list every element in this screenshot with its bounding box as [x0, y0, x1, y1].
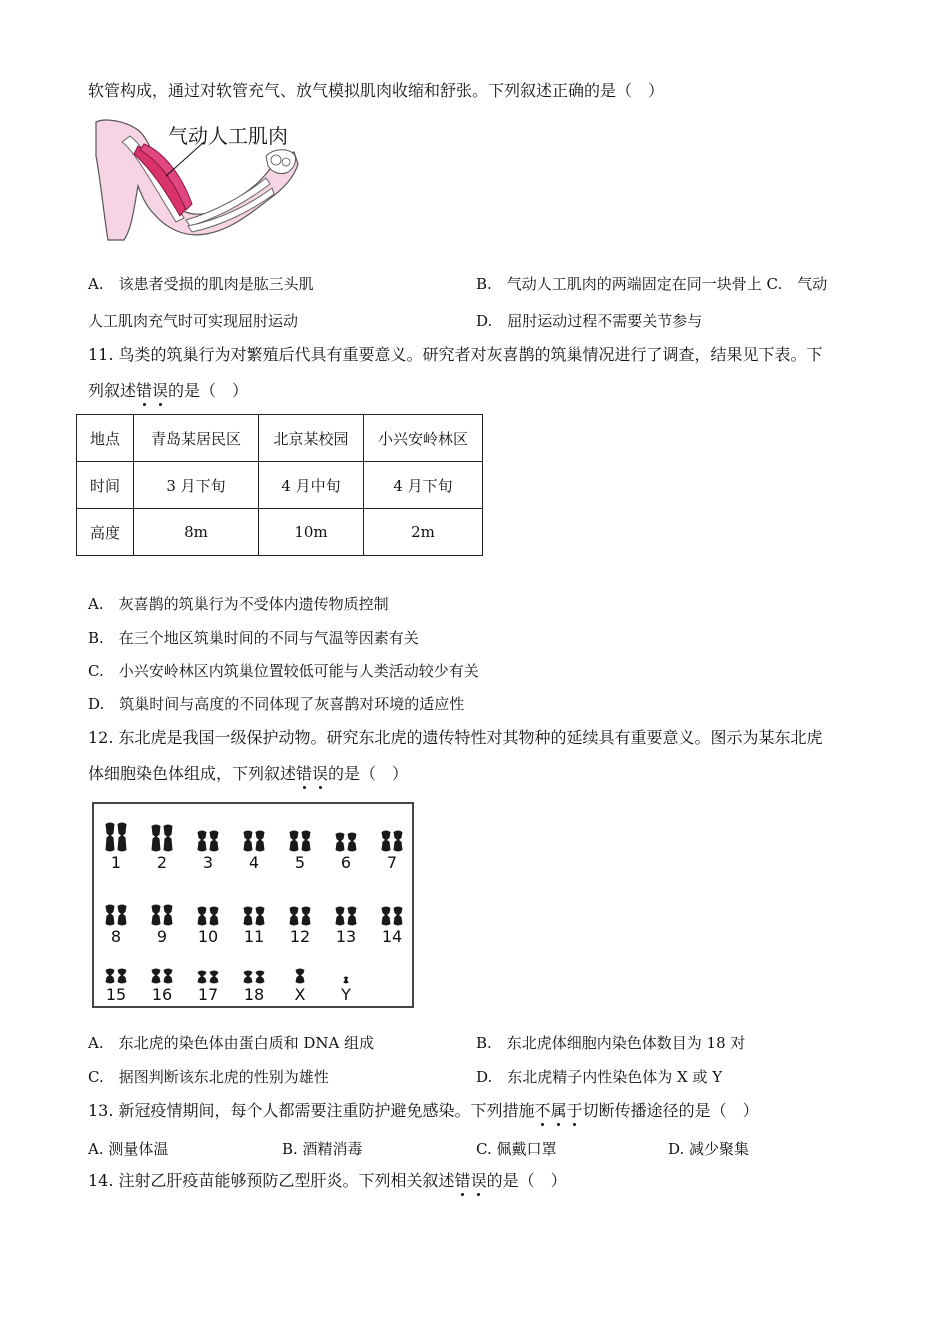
q10-option-d[interactable]: D. 屈肘运动过程不需要关节参与	[476, 312, 703, 330]
chromosome-label: 3	[202, 853, 214, 872]
q11-stem-line2	[88, 380, 248, 402]
chromosome-16	[142, 954, 182, 1004]
karyotype-figure	[92, 802, 414, 1008]
chromosome-pair-shape	[147, 822, 177, 852]
q13-option-d[interactable]: D. 减少聚集	[668, 1140, 750, 1158]
chromosome-13	[326, 896, 366, 946]
emphasis-char: 于	[566, 1101, 583, 1120]
chromosome-pair-shape	[193, 822, 223, 852]
chromosome-5	[280, 822, 320, 872]
q12-option-d[interactable]: D. 东北虎精子内性染色体为 X 或 Y	[476, 1068, 723, 1086]
chromosome-label: Y	[341, 985, 351, 1004]
chromosome-label: 7	[386, 853, 398, 872]
question-10-stem-tail: 软管构成，通过对软管充气、放气模拟肌肉收缩和舒张。下列叙述正确的是（ ）	[88, 81, 665, 100]
chromosome-pair-shape	[193, 954, 223, 984]
chromosome-label: 11	[243, 927, 265, 946]
emphasis-char: 错	[136, 381, 153, 400]
table-row	[77, 462, 483, 509]
chromosome-1	[96, 822, 136, 872]
q10-option-a[interactable]: A. 该患者受损的肌肉是肱三头肌	[88, 275, 314, 293]
table-cell: 北京某校园	[259, 415, 364, 462]
chromosome-6	[326, 822, 366, 872]
q10-option-b[interactable]: B. 气动人工肌肉的两端固定在同一块骨上 C. 气动	[476, 275, 828, 293]
q12-stem-text: 体细胞染色体组成，下列叙述	[88, 764, 297, 783]
chromosome-pair-shape	[285, 896, 315, 926]
q12-stem-text: 的是（ ）	[328, 764, 409, 783]
table-row	[77, 509, 483, 556]
q10-option-c[interactable]: 人工肌肉充气时可实现屈肘运动	[88, 312, 299, 330]
chromosome-label: 8	[110, 927, 122, 946]
table-cell: 地点	[77, 415, 134, 462]
q12-option-a[interactable]: A. 东北虎的染色体由蛋白质和 DNA 组成	[88, 1034, 375, 1052]
table-cell: 2m	[364, 509, 483, 556]
emphasis-char: 误	[312, 764, 329, 783]
chromosome-label: 4	[248, 853, 260, 872]
table-row	[77, 415, 483, 462]
q12-stem-line1: 12. 东北虎是我国一级保护动物。研究东北虎的遗传特性对其物种的延续具有重要意义。图示为某东北虎	[88, 728, 823, 747]
chromosome-pair-shape	[331, 896, 361, 926]
emphasis-char: 误	[470, 1171, 487, 1190]
chromosome-pair-shape	[285, 954, 315, 984]
q11-stem-line1: 11. 鸟类的筑巢行为对繁殖后代具有重要意义。研究者对灰喜鹊的筑巢情况进行了调查，结果见下表。下	[88, 345, 823, 364]
emphasis-char: 误	[152, 381, 169, 400]
chromosome-pair-shape	[377, 822, 407, 852]
q13-option-b[interactable]: B. 酒精消毒	[282, 1140, 363, 1158]
chromosome-label: 6	[340, 853, 352, 872]
q13-stem-text: 切断传播途径的是（ ）	[582, 1101, 759, 1120]
chromosome-pair-shape	[101, 954, 131, 984]
chromosome-label: 15	[105, 985, 127, 1004]
chromosome-2	[142, 822, 182, 872]
chromosome-pair-shape	[147, 896, 177, 926]
q11-option-a[interactable]: A. 灰喜鹊的筑巢行为不受体内遗传物质控制	[88, 595, 389, 613]
q13-option-a[interactable]: A. 测量体温	[88, 1140, 169, 1158]
table-cell: 时间	[77, 462, 134, 509]
table-cell: 高度	[77, 509, 134, 556]
chromosome-label: 14	[381, 927, 403, 946]
chromosome-label: 18	[243, 985, 265, 1004]
chromosome-pair-shape	[193, 896, 223, 926]
q14-stem-text: 的是（ ）	[486, 1171, 567, 1190]
table-cell: 4 月中旬	[259, 462, 364, 509]
emphasis-char: 属	[550, 1101, 567, 1120]
chromosome-label: 10	[197, 927, 219, 946]
q11-stem-text: 列叙述	[88, 381, 137, 400]
chromosome-pair-shape	[331, 822, 361, 852]
chromosome-label: 16	[151, 985, 173, 1004]
chromosome-3	[188, 822, 228, 872]
chromosome-y	[326, 954, 366, 1004]
chromosome-pair-shape	[239, 954, 269, 984]
chromosome-8	[96, 896, 136, 946]
chromosome-label: 17	[197, 985, 219, 1004]
q13-stem	[88, 1100, 759, 1122]
chromosome-pair-shape	[377, 896, 407, 926]
chromosome-14	[372, 896, 412, 946]
chromosome-18	[234, 954, 274, 1004]
chromosome-4	[234, 822, 274, 872]
chromosome-x	[280, 954, 320, 1004]
chromosome-label: 2	[156, 853, 168, 872]
table-cell: 小兴安岭林区	[364, 415, 483, 462]
chromosome-pair-shape	[147, 954, 177, 984]
chromosome-label: 13	[335, 927, 357, 946]
chromosome-pair-shape	[239, 896, 269, 926]
q12-option-c[interactable]: C. 据图判断该东北虎的性别为雄性	[88, 1068, 329, 1086]
emphasis-char: 不	[534, 1101, 551, 1120]
chromosome-10	[188, 896, 228, 946]
chromosome-17	[188, 954, 228, 1004]
emphasis-char: 错	[296, 764, 313, 783]
chromosome-label: 5	[294, 853, 306, 872]
q13-stem-text: 13. 新冠疫情期间，每个人都需要注重防护避免感染。下列措施	[88, 1101, 535, 1120]
chromosome-15	[96, 954, 136, 1004]
q11-option-c[interactable]: C. 小兴安岭林区内筑巢位置较低可能与人类活动较少有关	[88, 662, 479, 680]
chromosome-9	[142, 896, 182, 946]
chromosome-11	[234, 896, 274, 946]
chromosome-7	[372, 822, 412, 872]
artificial-muscle-figure	[94, 116, 300, 244]
table-cell: 8m	[134, 509, 259, 556]
figure-label: 气动人工肌肉	[168, 124, 288, 148]
chromosome-pair-shape	[101, 896, 131, 926]
q11-stem-text: 的是（ ）	[168, 381, 249, 400]
chromosome-pair-shape	[331, 954, 361, 984]
q13-option-c[interactable]: C. 佩戴口罩	[476, 1140, 557, 1158]
chromosome-pair-shape	[101, 822, 131, 852]
nesting-survey-table	[76, 414, 483, 556]
chromosome-label: X	[294, 985, 306, 1004]
q11-option-d[interactable]: D. 筑巢时间与高度的不同体现了灰喜鹊对环境的适应性	[88, 695, 465, 713]
table-cell: 4 月下旬	[364, 462, 483, 509]
table-cell: 3 月下旬	[134, 462, 259, 509]
chromosome-pair-shape	[239, 822, 269, 852]
emphasis-char: 错	[454, 1171, 471, 1190]
table-cell: 青岛某居民区	[134, 415, 259, 462]
q12-option-b[interactable]: B. 东北虎体细胞内染色体数目为 18 对	[476, 1034, 746, 1052]
chromosome-12	[280, 896, 320, 946]
chromosome-label: 9	[156, 927, 168, 946]
q11-option-b[interactable]: B. 在三个地区筑巢时间的不同与气温等因素有关	[88, 629, 419, 647]
chromosome-label: 1	[110, 853, 122, 872]
q14-stem	[88, 1170, 567, 1192]
table-cell: 10m	[259, 509, 364, 556]
q14-stem-text: 14. 注射乙肝疫苗能够预防乙型肝炎。下列相关叙述	[88, 1171, 455, 1190]
chromosome-pair-shape	[285, 822, 315, 852]
chromosome-label: 12	[289, 927, 311, 946]
q12-stem-line2	[88, 763, 408, 785]
